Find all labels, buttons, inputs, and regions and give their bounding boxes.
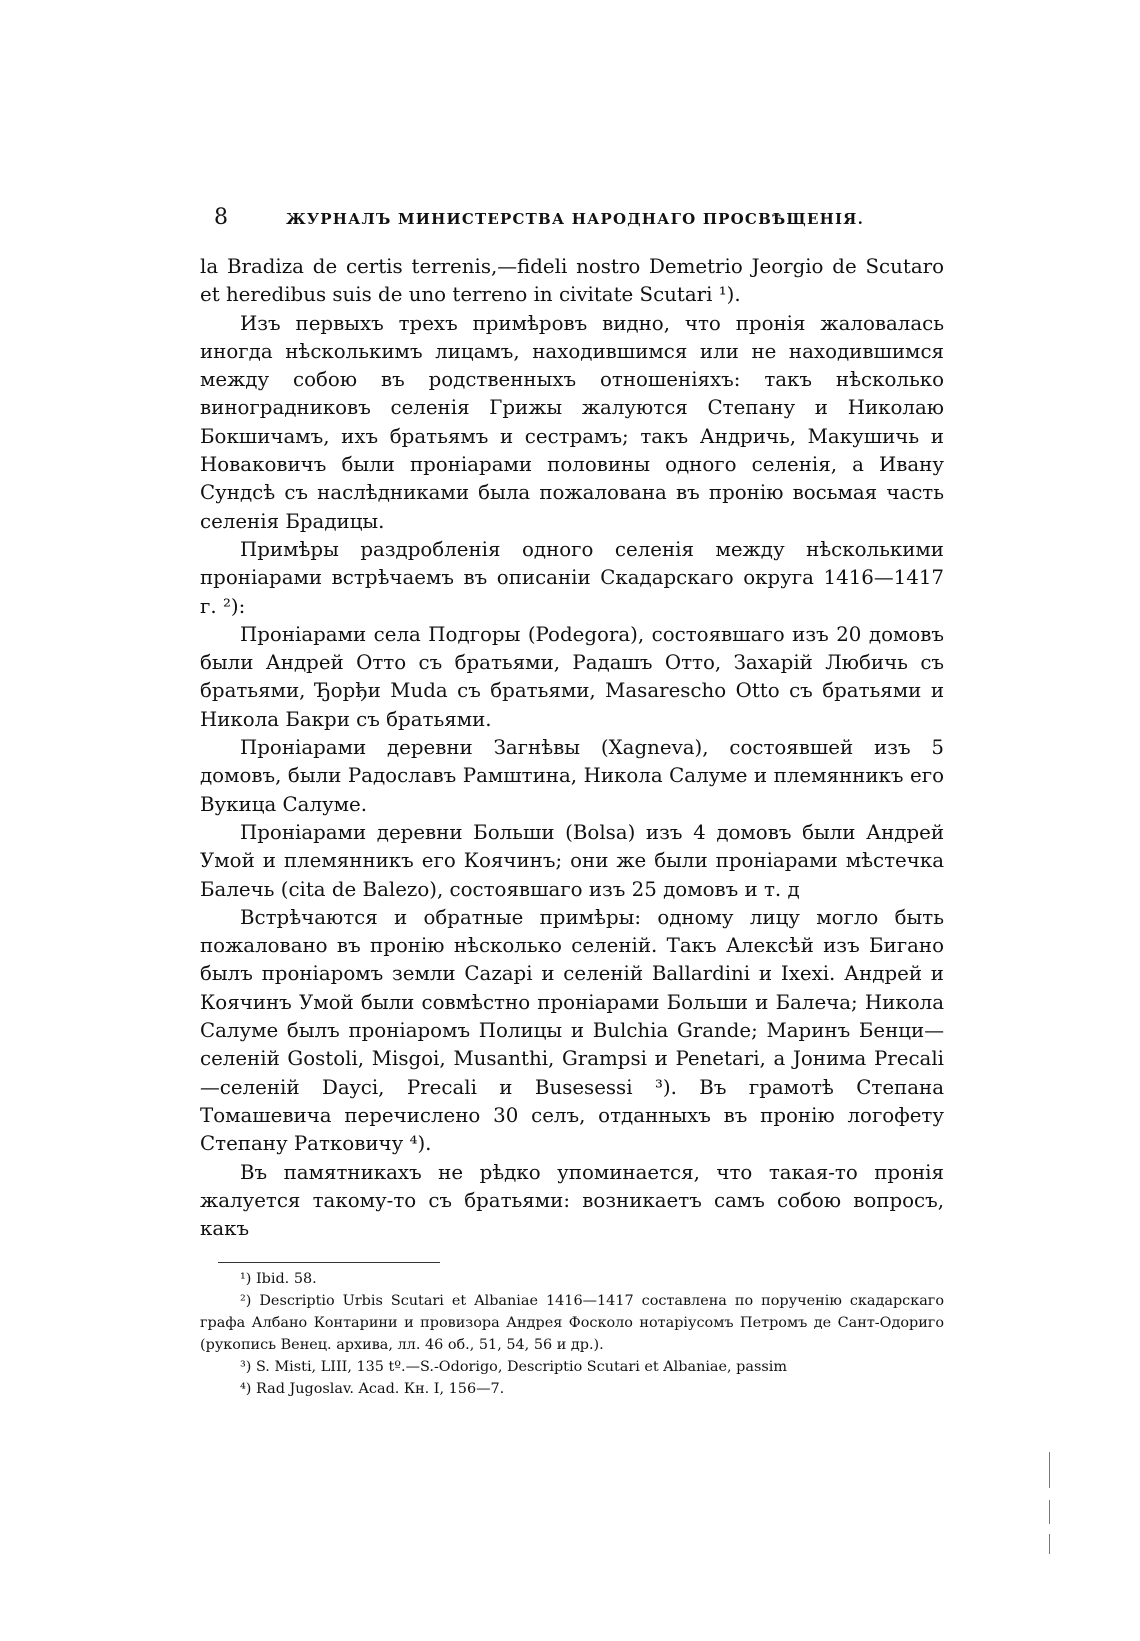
scan-margin-mark: [1049, 1500, 1050, 1524]
page-header: [214, 205, 865, 236]
page-number: 8: [214, 205, 228, 230]
footnotes: [200, 1268, 944, 1400]
paragraph: Изъ первыхъ трехъ примѣровъ видно, что пронія жаловалась иногда нѣсколькимъ лицамъ, находившимся или не находившимся между собою въ родственныхъ отношеніяхъ: такъ нѣсколько виноградниковъ селенія Грижы жалуются Степану и Николаю Бокшичамъ, ихъ братьямъ и сестрамъ; такъ Андричь, Макушичь и Новаковичъ были проніарами половины одного селенія, а Ивану Сундсѣ съ наслѣдниками была пожалована въ пронію восьмая часть селенія Брадицы.: [200, 311, 944, 533]
footnote: ⁴) Rad Jugoslav. Acad. Кн. I, 156—7.: [240, 1381, 505, 1397]
footnote: ²) Descriptio Urbis Scutari et Albaniae 1416—1417 составлена по порученію скадарскаго графа Албано Контарини и провизора Андрея Фоcколо нотаріусомъ Петромъ де Сант-Одориго (рукопись Венец. архива, лл. 46 об., 51, 54, 56 и др.).: [200, 1293, 944, 1353]
paragraph-continuation: la Bradiza de certis terrenis,—fideli nostro Demetrio Jeorgio de Scutaro et heredibus suis de uno terreno in civitate Scutari ¹).: [200, 255, 944, 307]
footnote: ³) S. Misti, LIII, 135 tº.—S.-Odorigo, Descriptio Scutari et Albaniae, passim: [240, 1359, 787, 1375]
footnote-divider: [218, 1262, 440, 1263]
body-text: [200, 253, 944, 1243]
paragraph: Проніарами деревни Больши (Bolsa) изъ 4 домовъ были Андрей Умой и племянникъ его Коячинъ; они же были проніарами мѣстечка Балечь (cita de Balezo), состоявшаго изъ 25 домовъ и т. д: [200, 820, 944, 901]
paragraph: Въ памятникахъ не рѣдко упоминается, что такая-то пронія жалуется такому-то съ братьями: возникаетъ самъ собою вопросъ, какъ: [200, 1160, 944, 1241]
paragraph: Проніарами села Подгоры (Podegora), состоявшаго изъ 20 домовъ были Андрей Отто съ братьями, Радашъ Отто, Захарій Любичь съ братьями, Ђорђи Muda съ братьями, Masarescho Otto съ братьями и Никола Бакри съ братьями.: [200, 622, 944, 731]
paragraph: Примѣры раздробленія одного селенія между нѣсколькими проніарами встрѣчаемъ въ описаніи Скадарскаго округа 1416—1417 г. ²):: [200, 537, 944, 618]
footnote: ¹) Ibid. 58.: [240, 1271, 317, 1287]
paragraph: Проніарами деревни Загнѣвы (Xagneva), состоявшей изъ 5 домовъ, были Радославъ Рамштина, Никола Салуме и племянникъ его Вукица Салуме.: [200, 736, 944, 816]
scan-margin-mark: [1049, 1534, 1050, 1554]
scan-margin-mark: [1049, 1452, 1050, 1488]
running-head: ЖУРНАЛЪ МИНИСТЕРСТВА НАРОДНАГО ПРОСВѢЩЕНІЯ.: [286, 210, 865, 228]
paragraph: Встрѣчаются и обратные примѣры: одному лицу могло быть пожаловано въ пронію нѣсколько селеній. Такъ Алексѣй изъ Бигано былъ проніаромъ земли Cazapi и селеній Ballardini и Ixexi. Андрей и Коячинъ Умой были совмѣстно проніарами Больши и Балеча; Никола Салуме былъ проніаромъ Полицы и Bulchia Grande; Маринъ Бенци—селеній Gostoli, Misgoi, Musanthi, Grampsi и Penetari, а Јонима Precali—селеній Dayci, Precali и Busesessi ³). Въ грамотѣ Степана Томашевича перечислено 30 селъ, отданныхъ въ пронію логофету Степану Ратковичу ⁴).: [200, 905, 944, 1156]
